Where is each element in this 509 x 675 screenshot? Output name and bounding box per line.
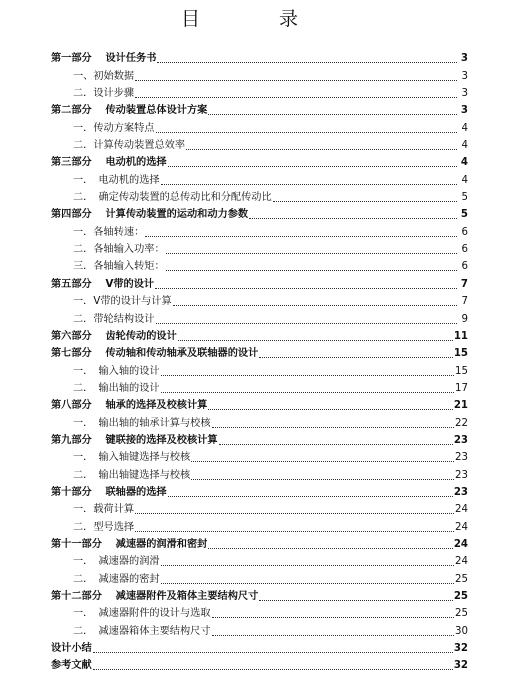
toc-page-number: 23	[453, 434, 468, 446]
toc-entry-label: 第一部分 设计任务书	[51, 53, 157, 65]
toc-entry-label: 二．型号选择	[73, 521, 135, 533]
dot-leader	[219, 443, 453, 445]
toc-page-number: 4	[461, 174, 468, 186]
toc-section-entry[interactable]	[51, 273, 468, 290]
toc-entry-label: 二．各轴输入功率：	[73, 244, 165, 256]
toc-entry-label: 三．各轴输入转矩：	[73, 261, 165, 273]
toc-entry-label: 参考文献	[51, 660, 92, 672]
toc-page-number: 23	[455, 469, 468, 481]
dot-leader	[145, 235, 457, 237]
toc-entry-label: 一．传动方案特点	[73, 122, 155, 134]
toc-section-entry[interactable]	[51, 655, 468, 672]
dot-leader	[166, 269, 457, 271]
toc-page-number: 3	[461, 70, 468, 82]
dot-leader	[212, 616, 455, 618]
toc-section-entry[interactable]	[51, 534, 468, 551]
dot-leader	[93, 668, 453, 670]
toc-page-number: 17	[455, 382, 468, 394]
table-of-contents	[51, 48, 468, 672]
toc-entry-label: 一． 减速器附件的设计与选取	[73, 608, 211, 620]
toc-entry-label: 第四部分 计算传动装置的运动和动力参数	[51, 209, 249, 221]
toc-page-number: 23	[455, 452, 468, 464]
dot-leader	[208, 408, 452, 410]
toc-page-number: 4	[461, 122, 468, 134]
toc-section-entry[interactable]	[51, 48, 468, 65]
toc-subsection-entry[interactable]	[51, 360, 468, 377]
toc-page-number: 11	[453, 330, 468, 342]
toc-subsection-entry[interactable]	[51, 551, 468, 568]
toc-entry-label: 一．载荷计算	[73, 504, 135, 516]
toc-entry-label: 一．V带的设计与计算	[73, 296, 172, 308]
toc-section-entry[interactable]	[51, 638, 468, 655]
toc-page-number: 4	[460, 157, 468, 169]
toc-entry-label: 第十一部分 减速器的润滑和密封	[51, 538, 208, 550]
toc-page-number: 5	[460, 209, 468, 221]
toc-page-number: 23	[453, 486, 468, 498]
toc-page-number: 30	[455, 625, 468, 637]
toc-subsection-entry[interactable]	[51, 620, 468, 637]
toc-subsection-entry[interactable]	[51, 464, 468, 481]
dot-leader	[208, 113, 457, 115]
toc-subsection-entry[interactable]	[51, 239, 468, 256]
dot-leader	[173, 304, 457, 306]
toc-subsection-entry[interactable]	[51, 187, 468, 204]
dot-leader	[161, 183, 457, 185]
toc-entry-label: 第三部分 电动机的选择	[51, 157, 167, 169]
toc-subsection-entry[interactable]	[51, 256, 468, 273]
toc-section-entry[interactable]	[51, 343, 468, 360]
toc-entry-label: 一． 输出轴的轴承计算与校核	[73, 417, 211, 429]
dot-leader	[135, 530, 454, 532]
toc-page-number: 24	[455, 504, 468, 516]
dot-leader	[259, 599, 453, 601]
toc-entry-label: 一． 电动机的选择	[73, 174, 160, 186]
toc-entry-label: 设计小结	[51, 643, 92, 655]
toc-entry-label: 二． 确定传动装置的总传动比和分配传动比	[73, 192, 272, 204]
toc-page-number: 15	[455, 365, 468, 377]
dot-leader	[161, 374, 454, 376]
dot-leader	[157, 61, 457, 63]
toc-entry-label: 第十二部分 减速器附件及箱体主要结构尺寸	[51, 591, 259, 602]
toc-section-entry[interactable]	[51, 100, 468, 117]
toc-subsection-entry[interactable]	[51, 603, 468, 620]
toc-entry-label: 第二部分 传动装置总体设计方案	[51, 105, 208, 117]
toc-subsection-entry[interactable]	[51, 135, 468, 152]
toc-entry-label: 第十部分 联轴器的选择	[51, 486, 167, 498]
page-title: 目 录	[180, 8, 328, 30]
toc-page-number: 6	[461, 226, 468, 238]
dot-leader	[156, 131, 458, 133]
toc-subsection-entry[interactable]	[51, 117, 468, 134]
toc-section-entry[interactable]	[51, 586, 468, 603]
dot-leader	[273, 200, 457, 202]
toc-entry-label: 第九部分 键联接的选择及校核计算	[51, 434, 218, 446]
toc-entry-label: 二．计算传动装置总效率	[73, 140, 186, 152]
toc-subsection-entry[interactable]	[51, 412, 468, 429]
toc-page-number: 5	[461, 192, 468, 204]
dot-leader	[166, 252, 457, 254]
toc-entry-label: 第六部分 齿轮传动的设计	[51, 330, 177, 342]
dot-leader	[156, 322, 458, 324]
dot-leader	[161, 582, 454, 584]
toc-entry-label: 二．设计步骤	[73, 88, 135, 100]
dot-leader	[135, 96, 457, 98]
toc-entry-label: 二．带轮结构设计	[73, 313, 155, 325]
toc-page-number: 3	[460, 105, 468, 117]
toc-subsection-entry[interactable]	[51, 308, 468, 325]
toc-page-number: 15	[453, 348, 468, 360]
toc-page-number: 21	[453, 400, 468, 412]
toc-entry-label: 二． 减速器的密封	[73, 573, 160, 585]
toc-page-number: 7	[460, 278, 468, 290]
toc-page-number: 25	[453, 591, 468, 602]
toc-page-number: 32	[453, 643, 468, 655]
dot-leader	[135, 512, 454, 514]
toc-page-number: 3	[460, 53, 468, 65]
dot-leader	[178, 339, 453, 341]
toc-entry-label: 一． 减速器的润滑	[73, 556, 160, 568]
toc-entry-label: 一、初始数据	[73, 70, 135, 82]
toc-subsection-entry[interactable]	[51, 499, 468, 516]
toc-entry-label: 二． 减速器箱体主要结构尺寸	[73, 625, 211, 637]
toc-subsection-entry[interactable]	[51, 83, 468, 100]
dot-leader	[186, 148, 457, 150]
toc-section-entry[interactable]	[51, 326, 468, 343]
toc-subsection-entry[interactable]	[51, 378, 468, 395]
toc-entry-label: 一． 输入轴的设计	[73, 365, 160, 377]
dot-leader	[212, 634, 455, 636]
toc-page-number: 6	[461, 261, 468, 273]
toc-section-entry[interactable]	[51, 204, 468, 221]
toc-page-number: 32	[453, 660, 468, 672]
dot-leader	[259, 356, 453, 358]
toc-entry-label: 第八部分 轴承的选择及校核计算	[51, 400, 208, 412]
toc-entry-label: 一．各轴转速：	[73, 226, 145, 238]
dot-leader	[191, 478, 454, 480]
toc-subsection-entry[interactable]	[51, 221, 468, 238]
toc-entry-label: 第七部分 传动轴和传动轴承及联轴器的设计	[51, 348, 259, 360]
dot-leader	[161, 391, 454, 393]
dot-leader	[208, 547, 452, 549]
toc-page-number: 24	[453, 538, 468, 550]
toc-section-entry[interactable]	[51, 482, 468, 499]
toc-entry-label: 一． 输入轴键选择与校核	[73, 452, 191, 464]
toc-page-number: 9	[461, 313, 468, 325]
toc-page-number: 6	[461, 244, 468, 256]
dot-leader	[249, 217, 457, 219]
toc-page-number: 25	[455, 608, 468, 620]
toc-subsection-entry[interactable]	[51, 169, 468, 186]
dot-leader	[161, 564, 454, 566]
toc-page-number: 24	[455, 556, 468, 568]
dot-leader	[155, 287, 457, 289]
toc-entry-label: 第五部分 V带的设计	[51, 278, 155, 290]
toc-page-number: 25	[455, 573, 468, 585]
dot-leader	[168, 495, 453, 497]
dot-leader	[93, 651, 453, 653]
toc-subsection-entry[interactable]	[51, 291, 468, 308]
toc-page-number: 4	[461, 140, 468, 152]
dot-leader	[135, 79, 457, 81]
dot-leader	[168, 165, 457, 167]
toc-subsection-entry[interactable]	[51, 516, 468, 533]
dot-leader	[191, 460, 454, 462]
dot-leader	[212, 426, 455, 428]
toc-page-number: 3	[461, 88, 468, 100]
toc-entry-label: 二． 输出轴键选择与校核	[73, 469, 191, 481]
toc-subsection-entry[interactable]	[51, 447, 468, 464]
toc-page-number: 24	[455, 521, 468, 533]
toc-page-number: 7	[461, 296, 468, 308]
toc-section-entry[interactable]	[51, 430, 468, 447]
toc-entry-label: 二． 输出轴的设计	[73, 382, 160, 394]
toc-section-entry[interactable]	[51, 395, 468, 412]
toc-subsection-entry[interactable]	[51, 65, 468, 82]
toc-page-number: 22	[455, 417, 468, 429]
toc-subsection-entry[interactable]	[51, 568, 468, 585]
toc-section-entry[interactable]	[51, 152, 468, 169]
